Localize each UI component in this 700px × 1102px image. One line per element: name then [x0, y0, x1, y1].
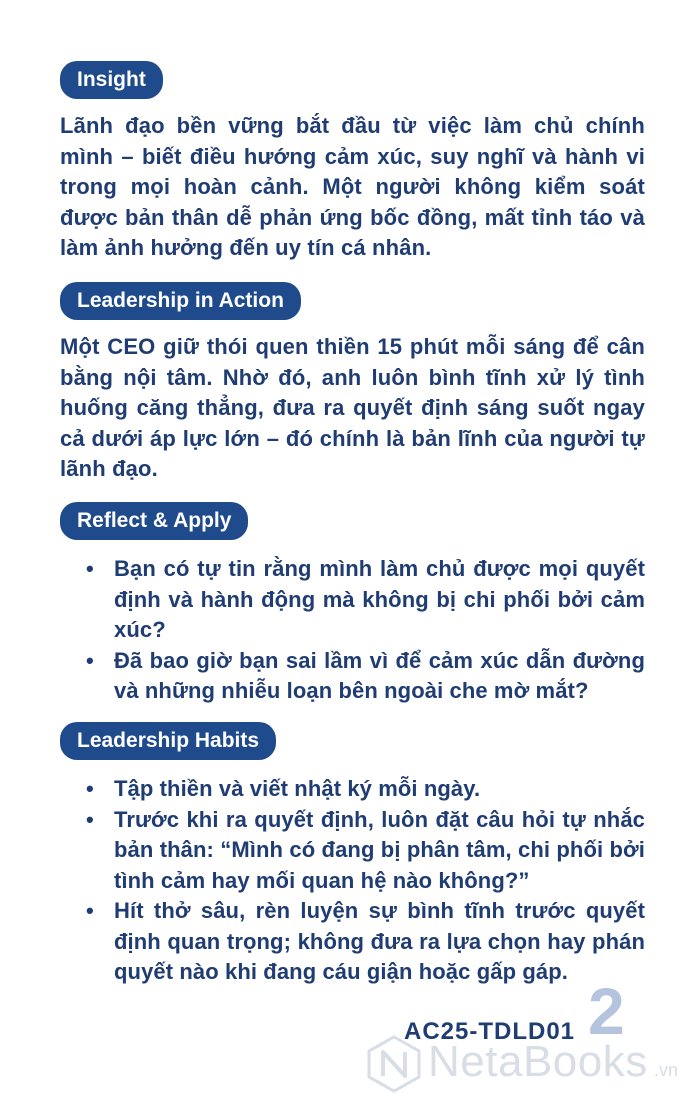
insight-paragraph: Lãnh đạo bền vững bắt đầu từ việc làm chủ chính mình – biết điều hướng cảm xúc, suy nghĩ và hành vi trong mọi hoàn cảnh. Một người không kiểm soát được bản thân dễ phản ứng bốc đồng, mất tỉnh táo và làm ảnh hưởng đến uy tín cá nhân.	[60, 113, 645, 260]
list-item-text: Trước khi ra quyết định, luôn đặt câu hỏi tự nhắc bản thân: “Mình có đang bị phân tâm, chi phối bởi tình cảm hay mối quan hệ nào không?”	[114, 806, 645, 893]
watermark-logo-icon	[366, 1034, 422, 1094]
bullet-icon: •	[86, 647, 94, 673]
leadership-in-action-heading: Leadership in Action	[60, 282, 301, 320]
bullet-icon: •	[86, 898, 94, 923]
list-item-text: Tập thiền và viết nhật ký mỗi ngày.	[114, 776, 481, 801]
leadership-habits-section	[60, 722, 645, 988]
leadership-habits-heading: Leadership Habits	[60, 722, 276, 760]
list-item-text: Hít thở sâu, rèn luyện sự bình tĩnh trước quyết định quan trọng; không đưa ra lựa chọn hay phán quyết nào khi đang cáu giận hoặc gấp gáp.	[114, 898, 645, 984]
reflect-apply-section	[60, 502, 645, 707]
list-item	[86, 774, 645, 805]
list-item	[86, 554, 645, 646]
leadership-in-action-paragraph: Một CEO giữ thói quen thiền 15 phút mỗi sáng để cân bằng nội tâm. Nhờ đó, anh luôn bình tĩnh xử lý tình huống căng thẳng, đưa ra quyết định sáng suốt ngay cả dưới áp lực lớn – đó chính là bản lĩnh của người tự lãnh đạo.	[60, 334, 645, 481]
reflect-apply-list	[60, 554, 645, 707]
list-item	[86, 646, 645, 707]
page-number: 2	[588, 974, 625, 1048]
leadership-in-action-section	[60, 282, 645, 485]
list-item-text: Đã bao giờ bạn sai lầm vì để cảm xúc dẫn đường và những nhiễu loạn bên ngoài che mờ mắt?	[114, 647, 645, 703]
watermark-text: NetaBooks	[428, 1037, 648, 1086]
list-item-text: Bạn có tự tin rằng mình làm chủ được mọi quyết định và hành động mà không bị chi phối bởi cảm xúc?	[114, 556, 645, 642]
insight-heading: Insight	[60, 61, 163, 99]
bullet-icon: •	[86, 806, 94, 832]
document-code: AC25-TDLD01	[404, 1018, 576, 1045]
list-item	[86, 896, 645, 988]
list-item	[86, 805, 645, 897]
leadership-habits-list	[60, 774, 645, 988]
watermark-suffix: .vn	[654, 1060, 679, 1080]
bullet-icon: •	[86, 776, 94, 801]
bullet-icon: •	[86, 556, 94, 581]
insight-section	[60, 61, 645, 264]
reflect-apply-heading: Reflect & Apply	[60, 502, 248, 540]
